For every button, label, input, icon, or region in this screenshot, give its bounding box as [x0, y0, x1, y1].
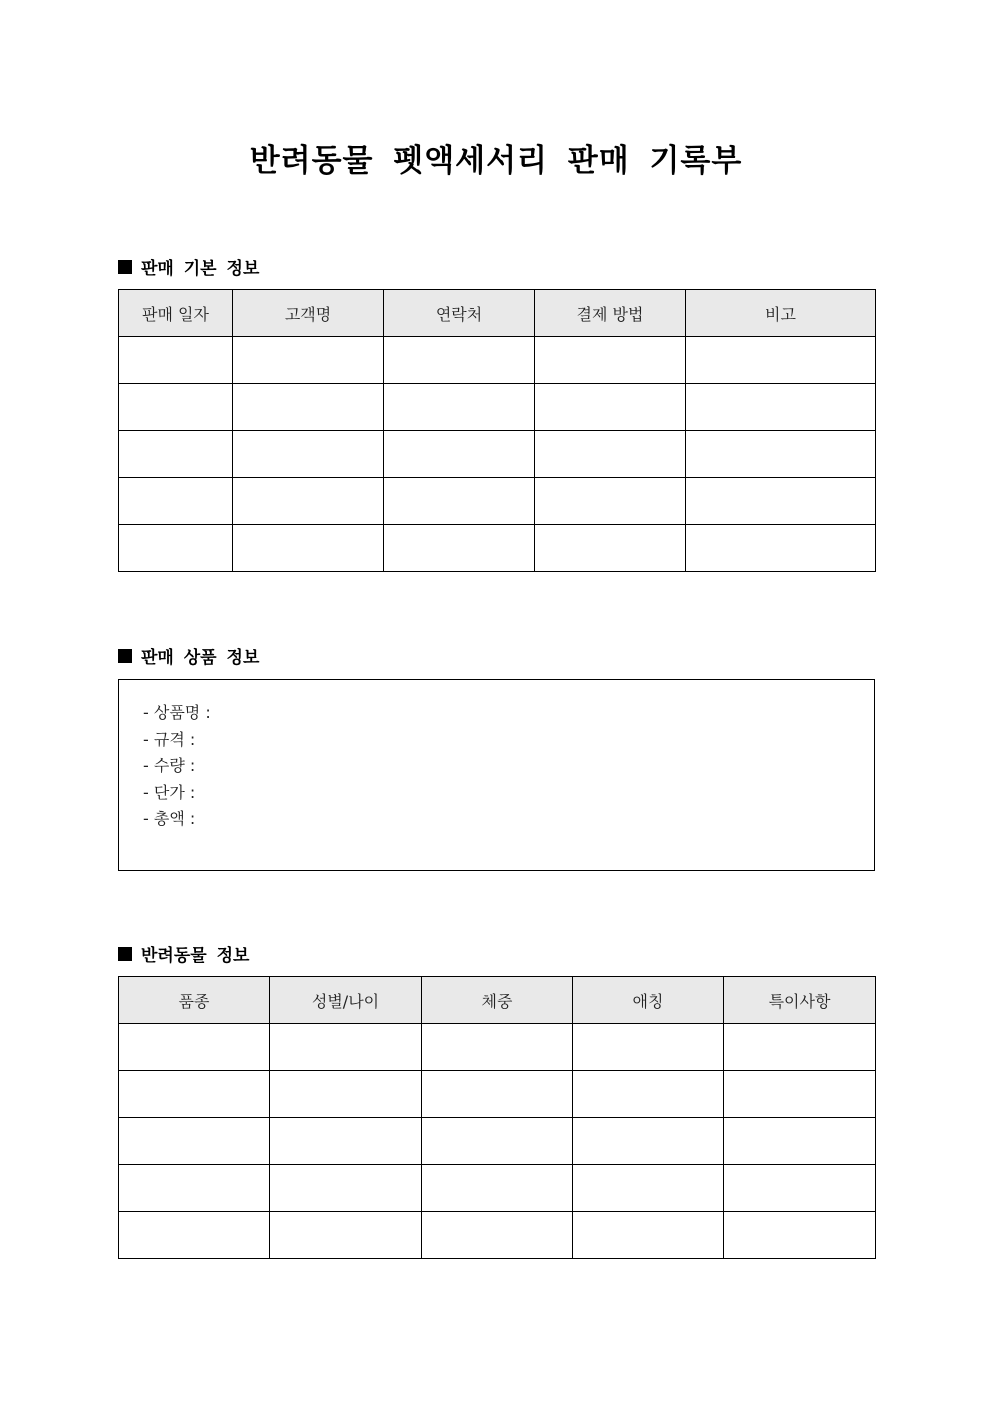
table-cell[interactable]: [119, 478, 233, 525]
sales-basic-table: [118, 289, 876, 572]
table-cell[interactable]: [233, 337, 384, 384]
table-cell[interactable]: [535, 478, 686, 525]
column-header: 연락처: [384, 290, 535, 337]
table-cell[interactable]: [119, 1024, 270, 1071]
column-header: 고객명: [233, 290, 384, 337]
product-field-total[interactable]: [143, 806, 874, 833]
column-header: 품종: [119, 977, 270, 1024]
table-cell[interactable]: [233, 431, 384, 478]
table-cell[interactable]: [686, 337, 876, 384]
table-row: [119, 1212, 876, 1259]
column-header: 결제 방법: [535, 290, 686, 337]
table-cell[interactable]: [535, 337, 686, 384]
field-label: - 단가 :: [143, 782, 196, 802]
table-cell[interactable]: [422, 1212, 573, 1259]
table-row: [119, 1071, 876, 1118]
table-cell[interactable]: [535, 431, 686, 478]
table-row: [119, 337, 876, 384]
table-cell[interactable]: [270, 1071, 422, 1118]
table-row: [119, 384, 876, 431]
table-cell[interactable]: [233, 384, 384, 431]
table-cell[interactable]: [233, 525, 384, 572]
table-cell[interactable]: [384, 337, 535, 384]
table-cell[interactable]: [573, 1165, 724, 1212]
table-row: [119, 525, 876, 572]
product-field-spec[interactable]: [143, 727, 874, 754]
table-header-row: [119, 977, 876, 1024]
product-info-box: [118, 679, 875, 871]
table-cell[interactable]: [119, 384, 233, 431]
section-heading-label: 반려동물 정보: [141, 946, 250, 966]
product-field-name[interactable]: [143, 700, 874, 727]
table-cell[interactable]: [422, 1071, 573, 1118]
table-cell[interactable]: [119, 525, 233, 572]
column-header: 체중: [422, 977, 573, 1024]
table-row: [119, 478, 876, 525]
table-cell[interactable]: [573, 1118, 724, 1165]
table-cell[interactable]: [686, 478, 876, 525]
section-heading-product-info: [118, 643, 259, 668]
table-cell[interactable]: [724, 1165, 876, 1212]
black-square-icon: [118, 649, 132, 663]
table-cell[interactable]: [535, 384, 686, 431]
table-cell[interactable]: [119, 337, 233, 384]
column-header: 판매 일자: [119, 290, 233, 337]
table-cell[interactable]: [686, 384, 876, 431]
table-cell[interactable]: [119, 1212, 270, 1259]
table-cell[interactable]: [384, 384, 535, 431]
table-row: [119, 1024, 876, 1071]
table-cell[interactable]: [724, 1071, 876, 1118]
column-header: 비고: [686, 290, 876, 337]
table-cell[interactable]: [119, 431, 233, 478]
table-cell[interactable]: [384, 478, 535, 525]
black-square-icon: [118, 947, 132, 961]
table-cell[interactable]: [422, 1024, 573, 1071]
table-cell[interactable]: [233, 478, 384, 525]
column-header: 애칭: [573, 977, 724, 1024]
table-row: [119, 431, 876, 478]
table-cell[interactable]: [686, 431, 876, 478]
table-cell[interactable]: [270, 1165, 422, 1212]
table-cell[interactable]: [422, 1118, 573, 1165]
black-square-icon: [118, 260, 132, 274]
table-header-row: [119, 290, 876, 337]
table-cell[interactable]: [384, 525, 535, 572]
table-cell[interactable]: [686, 525, 876, 572]
table-cell[interactable]: [119, 1071, 270, 1118]
field-label: - 상품명 :: [143, 703, 211, 722]
section-heading-label: 판매 기본 정보: [141, 259, 260, 279]
section-heading-pet-info: [118, 941, 249, 966]
field-label: - 규격 :: [143, 729, 196, 749]
table-cell[interactable]: [535, 525, 686, 572]
table-cell[interactable]: [270, 1118, 422, 1165]
field-label: - 수량 :: [143, 756, 196, 775]
table-row: [119, 1118, 876, 1165]
column-header: 성별/나이: [270, 977, 422, 1024]
table-cell[interactable]: [384, 431, 535, 478]
product-field-unit-price[interactable]: [143, 780, 874, 807]
product-field-quantity[interactable]: [143, 753, 874, 780]
table-cell[interactable]: [573, 1071, 724, 1118]
table-cell[interactable]: [422, 1165, 573, 1212]
table-cell[interactable]: [119, 1118, 270, 1165]
table-cell[interactable]: [724, 1212, 876, 1259]
table-cell[interactable]: [119, 1165, 270, 1212]
table-cell[interactable]: [573, 1212, 724, 1259]
table-cell[interactable]: [724, 1024, 876, 1071]
table-cell[interactable]: [724, 1118, 876, 1165]
column-header: 특이사항: [724, 977, 876, 1024]
table-cell[interactable]: [270, 1024, 422, 1071]
table-row: [119, 1165, 876, 1212]
table-cell[interactable]: [573, 1024, 724, 1071]
pet-info-table: [118, 976, 876, 1259]
page-title: 반려동물 펫액세서리 판매 기록부: [249, 143, 743, 179]
section-heading-sales-basic: [118, 254, 259, 279]
section-heading-label: 판매 상품 정보: [141, 648, 260, 668]
table-cell[interactable]: [270, 1212, 422, 1259]
field-label: - 총액 :: [143, 809, 196, 828]
